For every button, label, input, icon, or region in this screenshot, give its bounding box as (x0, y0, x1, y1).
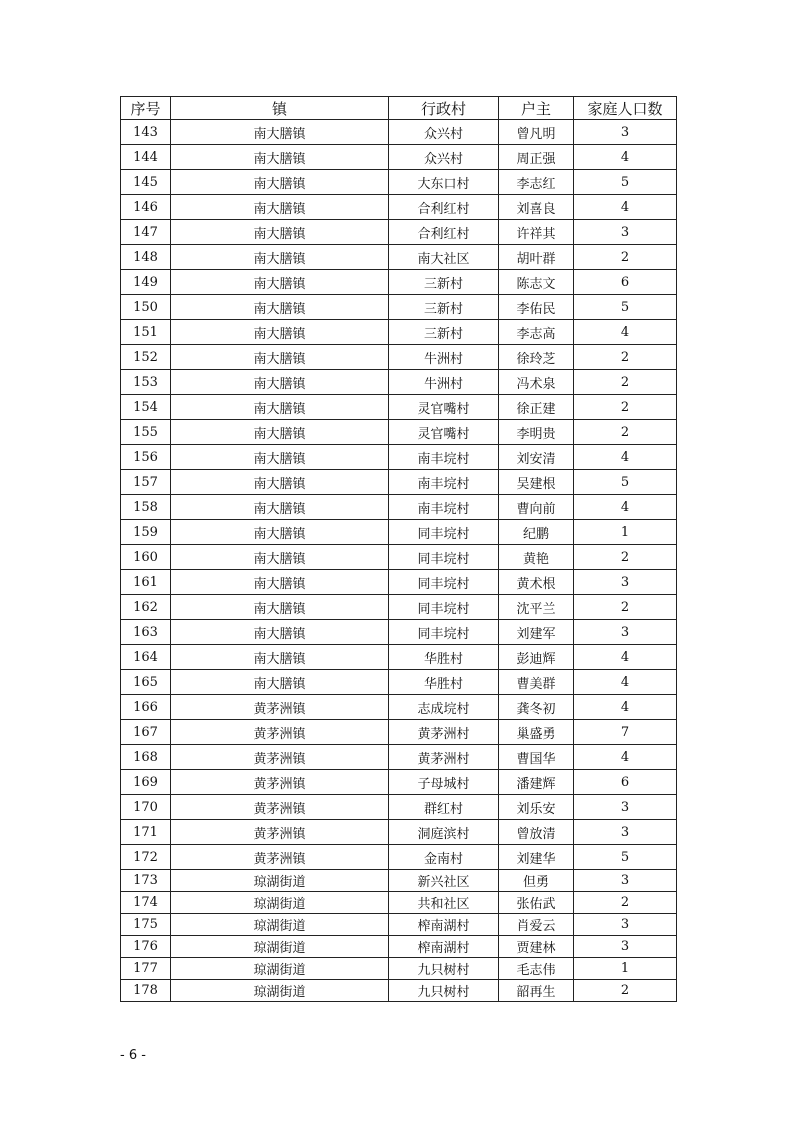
table-row (121, 892, 677, 914)
table-body (121, 120, 677, 1002)
cell-householder: 肖爱云 (499, 914, 574, 936)
cell-town: 南大膳镇 (171, 170, 389, 195)
cell-family-size: 4 (574, 145, 677, 170)
cell-town: 南大膳镇 (171, 395, 389, 420)
cell-serial: 178 (121, 980, 171, 1002)
cell-village: 华胜村 (389, 645, 499, 670)
cell-village: 三新村 (389, 295, 499, 320)
cell-family-size: 4 (574, 670, 677, 695)
cell-town: 南大膳镇 (171, 270, 389, 295)
header-village: 行政村 (389, 97, 499, 120)
cell-town: 南大膳镇 (171, 595, 389, 620)
cell-householder: 冯术泉 (499, 370, 574, 395)
table-row (121, 936, 677, 958)
cell-serial: 177 (121, 958, 171, 980)
cell-family-size: 3 (574, 936, 677, 958)
cell-serial: 156 (121, 445, 171, 470)
table-row (121, 795, 677, 820)
cell-family-size: 3 (574, 120, 677, 145)
table-row (121, 120, 677, 145)
cell-householder: 曾放清 (499, 820, 574, 845)
cell-town: 南大膳镇 (171, 370, 389, 395)
cell-householder: 刘喜良 (499, 195, 574, 220)
cell-village: 三新村 (389, 270, 499, 295)
table-row (121, 620, 677, 645)
cell-householder: 徐正建 (499, 395, 574, 420)
cell-family-size: 2 (574, 420, 677, 445)
cell-town: 南大膳镇 (171, 120, 389, 145)
cell-village: 黄茅洲村 (389, 720, 499, 745)
cell-householder: 潘建辉 (499, 770, 574, 795)
cell-serial: 152 (121, 345, 171, 370)
cell-householder: 曹向前 (499, 495, 574, 520)
cell-serial: 154 (121, 395, 171, 420)
cell-village: 同丰垸村 (389, 620, 499, 645)
table-row (121, 370, 677, 395)
cell-householder: 刘乐安 (499, 795, 574, 820)
cell-town: 黄茅洲镇 (171, 795, 389, 820)
table-row (121, 470, 677, 495)
table-row (121, 270, 677, 295)
cell-householder: 但勇 (499, 870, 574, 892)
table-row (121, 295, 677, 320)
cell-family-size: 2 (574, 595, 677, 620)
cell-family-size: 3 (574, 914, 677, 936)
cell-family-size: 4 (574, 695, 677, 720)
cell-family-size: 2 (574, 345, 677, 370)
cell-serial: 162 (121, 595, 171, 620)
cell-village: 九只树村 (389, 980, 499, 1002)
table-row (121, 220, 677, 245)
cell-town: 南大膳镇 (171, 545, 389, 570)
cell-serial: 171 (121, 820, 171, 845)
cell-town: 南大膳镇 (171, 145, 389, 170)
cell-village: 同丰垸村 (389, 595, 499, 620)
cell-householder: 刘安清 (499, 445, 574, 470)
cell-householder: 黄艳 (499, 545, 574, 570)
cell-town: 南大膳镇 (171, 320, 389, 345)
cell-town: 黄茅洲镇 (171, 845, 389, 870)
cell-family-size: 2 (574, 892, 677, 914)
table-header-row (121, 97, 677, 120)
cell-serial: 151 (121, 320, 171, 345)
table-row (121, 545, 677, 570)
table-row (121, 670, 677, 695)
cell-town: 黄茅洲镇 (171, 745, 389, 770)
cell-householder: 周正强 (499, 145, 574, 170)
cell-serial: 153 (121, 370, 171, 395)
cell-town: 琼湖街道 (171, 914, 389, 936)
cell-householder: 彭迪辉 (499, 645, 574, 670)
cell-serial: 163 (121, 620, 171, 645)
cell-family-size: 4 (574, 320, 677, 345)
table-row (121, 914, 677, 936)
cell-serial: 170 (121, 795, 171, 820)
cell-town: 南大膳镇 (171, 295, 389, 320)
cell-town: 南大膳镇 (171, 420, 389, 445)
cell-village: 灵官嘴村 (389, 420, 499, 445)
cell-householder: 贾建林 (499, 936, 574, 958)
table-row (121, 520, 677, 545)
cell-town: 琼湖街道 (171, 936, 389, 958)
cell-householder: 张佑武 (499, 892, 574, 914)
cell-family-size: 5 (574, 170, 677, 195)
cell-householder: 纪鹏 (499, 520, 574, 545)
cell-serial: 157 (121, 470, 171, 495)
cell-family-size: 6 (574, 270, 677, 295)
cell-village: 榨南湖村 (389, 936, 499, 958)
cell-family-size: 3 (574, 870, 677, 892)
cell-serial: 150 (121, 295, 171, 320)
cell-serial: 169 (121, 770, 171, 795)
cell-householder: 徐玲芝 (499, 345, 574, 370)
cell-village: 同丰垸村 (389, 570, 499, 595)
cell-town: 南大膳镇 (171, 670, 389, 695)
cell-town: 南大膳镇 (171, 195, 389, 220)
cell-householder: 吴建根 (499, 470, 574, 495)
cell-town: 琼湖街道 (171, 892, 389, 914)
table-row (121, 695, 677, 720)
cell-householder: 陈志文 (499, 270, 574, 295)
cell-town: 琼湖街道 (171, 980, 389, 1002)
cell-village: 金南村 (389, 845, 499, 870)
cell-village: 群红村 (389, 795, 499, 820)
page-number: - 6 - (120, 1048, 146, 1063)
cell-family-size: 2 (574, 370, 677, 395)
cell-serial: 172 (121, 845, 171, 870)
cell-village: 牛洲村 (389, 370, 499, 395)
cell-householder: 李志高 (499, 320, 574, 345)
cell-family-size: 2 (574, 545, 677, 570)
cell-householder: 沈平兰 (499, 595, 574, 620)
table-row (121, 645, 677, 670)
cell-village: 合利红村 (389, 220, 499, 245)
table-row (121, 195, 677, 220)
cell-family-size: 5 (574, 845, 677, 870)
cell-family-size: 4 (574, 645, 677, 670)
cell-serial: 173 (121, 870, 171, 892)
cell-serial: 144 (121, 145, 171, 170)
table-row (121, 770, 677, 795)
cell-family-size: 2 (574, 395, 677, 420)
cell-family-size: 5 (574, 295, 677, 320)
cell-village: 共和社区 (389, 892, 499, 914)
cell-village: 志成垸村 (389, 695, 499, 720)
cell-village: 南丰垸村 (389, 470, 499, 495)
cell-village: 南大社区 (389, 245, 499, 270)
cell-householder: 巢盛勇 (499, 720, 574, 745)
cell-householder: 曾凡明 (499, 120, 574, 145)
cell-serial: 160 (121, 545, 171, 570)
cell-family-size: 4 (574, 445, 677, 470)
table-row (121, 395, 677, 420)
header-town: 镇 (171, 97, 389, 120)
cell-village: 九只树村 (389, 958, 499, 980)
cell-town: 黄茅洲镇 (171, 720, 389, 745)
cell-family-size: 1 (574, 958, 677, 980)
cell-family-size: 1 (574, 520, 677, 545)
table-row (121, 345, 677, 370)
cell-householder: 胡叶群 (499, 245, 574, 270)
household-table (120, 96, 677, 1002)
cell-serial: 168 (121, 745, 171, 770)
cell-family-size: 5 (574, 470, 677, 495)
cell-village: 灵官嘴村 (389, 395, 499, 420)
header-serial: 序号 (121, 97, 171, 120)
cell-householder: 龚冬初 (499, 695, 574, 720)
cell-village: 子母城村 (389, 770, 499, 795)
cell-serial: 146 (121, 195, 171, 220)
cell-town: 琼湖街道 (171, 870, 389, 892)
cell-serial: 158 (121, 495, 171, 520)
cell-village: 华胜村 (389, 670, 499, 695)
cell-town: 南大膳镇 (171, 345, 389, 370)
cell-family-size: 6 (574, 770, 677, 795)
cell-householder: 刘建华 (499, 845, 574, 870)
cell-village: 牛洲村 (389, 345, 499, 370)
cell-town: 琼湖街道 (171, 958, 389, 980)
cell-serial: 148 (121, 245, 171, 270)
cell-serial: 143 (121, 120, 171, 145)
cell-family-size: 2 (574, 980, 677, 1002)
cell-family-size: 4 (574, 745, 677, 770)
cell-serial: 165 (121, 670, 171, 695)
cell-village: 南丰垸村 (389, 445, 499, 470)
cell-serial: 161 (121, 570, 171, 595)
cell-householder: 毛志伟 (499, 958, 574, 980)
cell-family-size: 4 (574, 495, 677, 520)
table-row (121, 745, 677, 770)
cell-village: 南丰垸村 (389, 495, 499, 520)
cell-householder: 许祥其 (499, 220, 574, 245)
table-row (121, 595, 677, 620)
cell-householder: 曹国华 (499, 745, 574, 770)
cell-serial: 167 (121, 720, 171, 745)
table-row (121, 495, 677, 520)
cell-town: 黄茅洲镇 (171, 770, 389, 795)
cell-serial: 159 (121, 520, 171, 545)
cell-town: 南大膳镇 (171, 645, 389, 670)
cell-serial: 174 (121, 892, 171, 914)
header-householder: 户主 (499, 97, 574, 120)
cell-serial: 176 (121, 936, 171, 958)
table-row (121, 245, 677, 270)
cell-householder: 刘建军 (499, 620, 574, 645)
cell-town: 南大膳镇 (171, 570, 389, 595)
cell-serial: 147 (121, 220, 171, 245)
cell-village: 众兴村 (389, 120, 499, 145)
cell-village: 三新村 (389, 320, 499, 345)
cell-town: 南大膳镇 (171, 495, 389, 520)
table-row (121, 320, 677, 345)
cell-serial: 175 (121, 914, 171, 936)
cell-family-size: 3 (574, 620, 677, 645)
table-row (121, 420, 677, 445)
cell-householder: 韶再生 (499, 980, 574, 1002)
table-row (121, 845, 677, 870)
cell-town: 南大膳镇 (171, 520, 389, 545)
cell-town: 南大膳镇 (171, 470, 389, 495)
table-row (121, 958, 677, 980)
cell-householder: 李志红 (499, 170, 574, 195)
table-row (121, 980, 677, 1002)
cell-village: 榨南湖村 (389, 914, 499, 936)
cell-village: 合利红村 (389, 195, 499, 220)
cell-serial: 155 (121, 420, 171, 445)
cell-village: 同丰垸村 (389, 545, 499, 570)
cell-village: 新兴社区 (389, 870, 499, 892)
cell-serial: 149 (121, 270, 171, 295)
table-row (121, 445, 677, 470)
cell-village: 同丰垸村 (389, 520, 499, 545)
cell-family-size: 3 (574, 570, 677, 595)
table-row (121, 720, 677, 745)
table-row (121, 820, 677, 845)
cell-family-size: 3 (574, 795, 677, 820)
cell-householder: 黄术根 (499, 570, 574, 595)
table-row (121, 570, 677, 595)
cell-town: 黄茅洲镇 (171, 820, 389, 845)
table-row (121, 870, 677, 892)
cell-family-size: 4 (574, 195, 677, 220)
cell-family-size: 2 (574, 245, 677, 270)
cell-town: 黄茅洲镇 (171, 695, 389, 720)
cell-town: 南大膳镇 (171, 620, 389, 645)
cell-family-size: 3 (574, 820, 677, 845)
cell-village: 洞庭滨村 (389, 820, 499, 845)
table-row (121, 170, 677, 195)
cell-serial: 166 (121, 695, 171, 720)
cell-householder: 李明贵 (499, 420, 574, 445)
cell-serial: 145 (121, 170, 171, 195)
cell-town: 南大膳镇 (171, 220, 389, 245)
cell-householder: 李佑民 (499, 295, 574, 320)
cell-village: 众兴村 (389, 145, 499, 170)
cell-householder: 曹美群 (499, 670, 574, 695)
cell-village: 大东口村 (389, 170, 499, 195)
cell-village: 黄茅洲村 (389, 745, 499, 770)
cell-serial: 164 (121, 645, 171, 670)
cell-family-size: 3 (574, 220, 677, 245)
cell-family-size: 7 (574, 720, 677, 745)
header-family-size: 家庭人口数 (574, 97, 677, 120)
cell-town: 南大膳镇 (171, 445, 389, 470)
cell-town: 南大膳镇 (171, 245, 389, 270)
table-row (121, 145, 677, 170)
